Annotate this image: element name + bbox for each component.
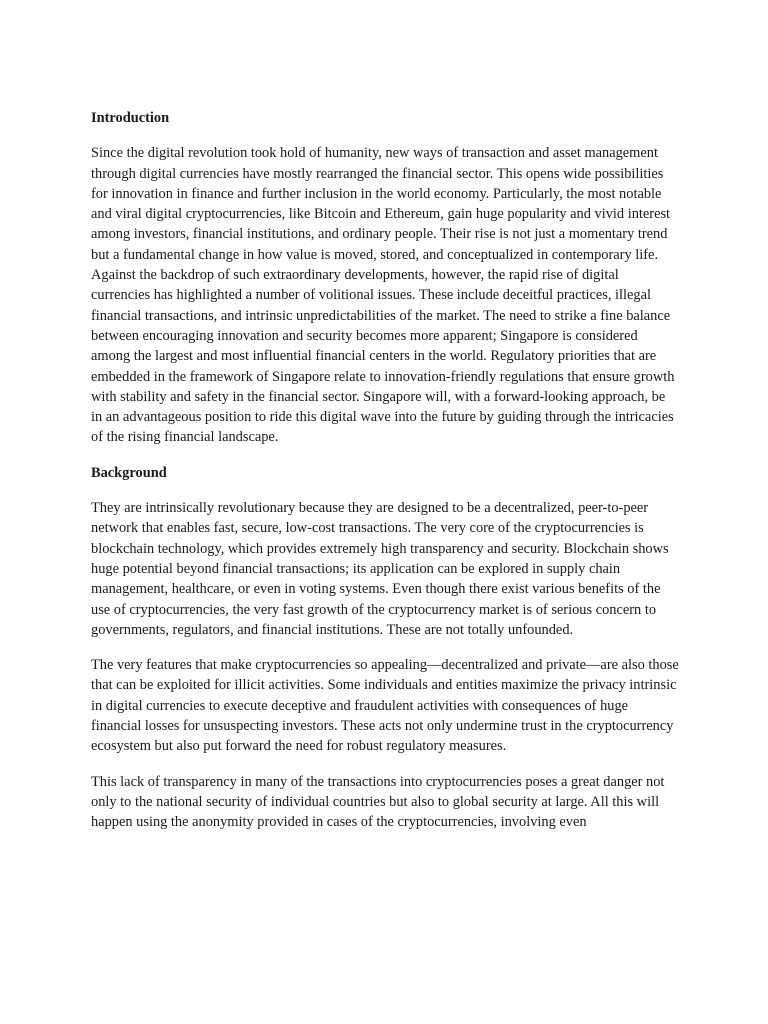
document-body	[91, 108, 679, 833]
paragraph-background-1: They are intrinsically revolutionary because they are designed to be a decentralized, peer-to-peer network that enables fast, secure, low-cost transactions. The very core of the cryptocurrencies is blockchain technology, which provides extremely high transparency and security. Blockchain shows huge potential beyond financial transactions; its application can be explored in supply chain management, healthcare, or even in voting systems. Even though there exist various benefits of the use of cryptocurrencies, the very fast growth of the cryptocurrency market is of serious concern to governments, regulators, and financial institutions. These are not totally unfounded.	[91, 500, 669, 638]
section-heading-background: Background	[91, 464, 167, 481]
section-heading-introduction: Introduction	[91, 110, 170, 126]
paragraph-background-2: The very features that make cryptocurrencies so appealing—decentralized and private—are also those that can be exploited for illicit activities. Some individuals and entities maximize the privacy intrinsic in digital currencies to execute deceptive and fraudulent activities with consequences of huge financial losses for unsuspecting investors. These acts not only undermine trust in the cryptocurrency ecosystem but also put forward the need for robust regulatory measures.	[91, 657, 679, 755]
paragraph-background-3: This lack of transparency in many of the transactions into cryptocurrencies poses a great danger not only to the national security of individual countries but also to global security at large. All this will happen using the anonymity provided in cases of the cryptocurrencies, involving even	[91, 773, 665, 831]
paragraph-introduction: Since the digital revolution took hold of humanity, new ways of transaction and asset management through digital currencies have mostly rearranged the financial sector. This opens wide possibilities for innovation in finance and further inclusion in the world economy. Particularly, the most notable and viral digital cryptocurrencies, like Bitcoin and Ethereum, gain huge popularity and vivid interest among investors, financial institutions, and ordinary people. Their rise is not just a momentary trend but a fundamental change in how value is moved, stored, and conceptualized in contemporary life. Against the backdrop of such extraordinary developments, however, the rapid rise of digital currencies has highlighted a number of volitional issues. These include deceitful practices, illegal financial transactions, and intrinsic unpredictabilities of the market. The need to strike a fine balance between encouraging innovation and security becomes more apparent; Singapore is considered among the largest and most influential financial centers in the world. Regulatory priorities that are embedded in the framework of Singapore relate to innovation-friendly regulations that ensure growth with stability and safety in the financial sector. Singapore will, with a forward-looking approach, be in an advantageous position to ride this digital wave into the future by guiding through the intricacies of the rising financial landscape.	[91, 145, 675, 446]
